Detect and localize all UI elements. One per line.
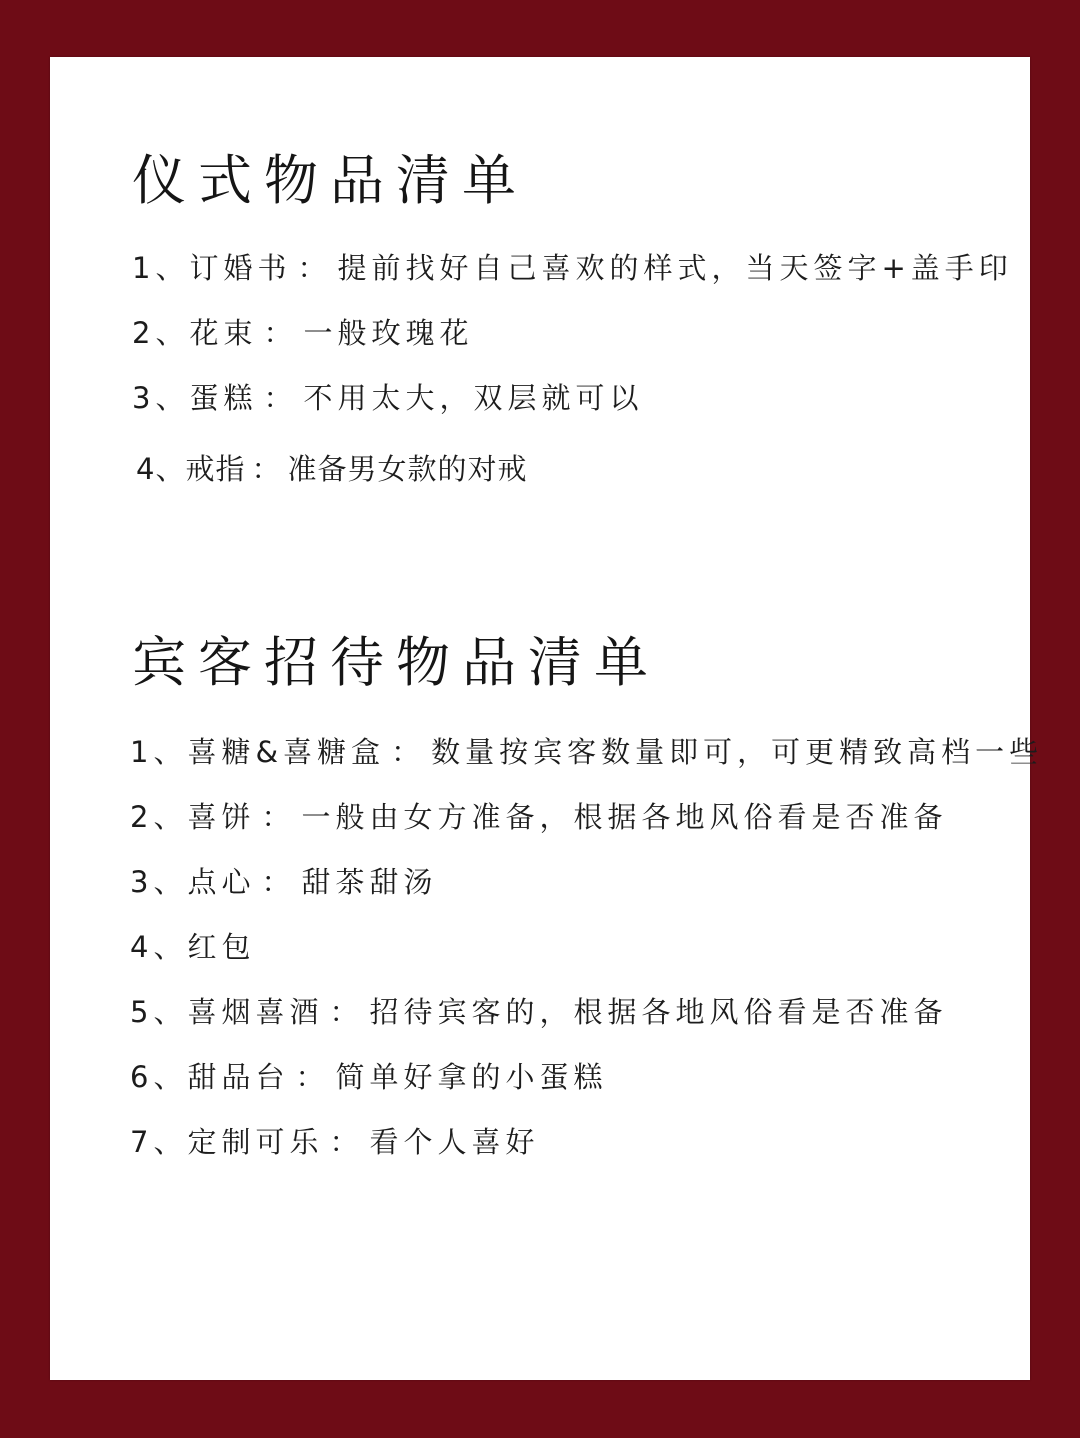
item-separator: 、: [155, 251, 190, 285]
item-separator: 、: [155, 381, 190, 415]
item-description: 不用太大，双层就可以: [303, 381, 644, 415]
item-term: 订婚书: [189, 251, 292, 285]
item-description: 招待宾客的，根据各地风俗看是否准备: [369, 995, 948, 1029]
item-term: 红包: [187, 930, 256, 964]
item-separator: 、: [153, 1125, 188, 1159]
item-separator: 、: [155, 316, 190, 350]
item-colon: ：: [391, 735, 426, 769]
item-colon: ：: [295, 1060, 330, 1094]
item-colon: ：: [297, 251, 332, 285]
item-number: 6: [130, 1060, 154, 1094]
item-number: 4: [130, 930, 154, 964]
item-term: 甜品台: [187, 1060, 290, 1094]
list-item: [136, 452, 528, 486]
item-number: 1: [132, 251, 156, 285]
item-number: 3: [130, 865, 154, 899]
list-item: [132, 381, 644, 415]
item-number: 5: [130, 995, 154, 1029]
item-number: 3: [132, 381, 156, 415]
item-separator: 、: [153, 930, 188, 964]
item-description: 看个人喜好: [369, 1125, 540, 1159]
item-number: 7: [130, 1125, 154, 1159]
item-colon: ：: [261, 800, 296, 834]
item-description: 准备男女款的对戒: [287, 452, 528, 486]
item-term: 喜饼: [187, 800, 256, 834]
item-term: 花束: [189, 316, 258, 350]
item-separator: 、: [153, 735, 188, 769]
item-description: 一般玫瑰花: [303, 316, 474, 350]
item-term: 蛋糕: [189, 381, 258, 415]
item-term: 定制可乐: [187, 1125, 324, 1159]
item-number: 4: [136, 452, 156, 486]
list-item: [130, 930, 256, 964]
list-item: [130, 995, 948, 1029]
item-colon: ：: [261, 865, 296, 899]
item-description: 简单好拿的小蛋糕: [335, 1060, 608, 1094]
item-separator: 、: [153, 800, 188, 834]
item-term: 喜糖&喜糖盒: [187, 735, 386, 769]
item-separator: 、: [153, 865, 188, 899]
list-item: [130, 800, 948, 834]
item-separator: 、: [155, 452, 186, 486]
item-description: 甜茶甜汤: [301, 865, 438, 899]
list-item: [130, 735, 1044, 769]
item-colon: ：: [263, 316, 298, 350]
document-card: [50, 57, 1044, 1380]
item-separator: 、: [153, 1060, 188, 1094]
item-term: 点心: [187, 865, 256, 899]
section-title-guest-items: 宾客招待物品清单: [132, 631, 660, 694]
list-item: [130, 1125, 540, 1159]
item-term: 喜烟喜酒: [187, 995, 324, 1029]
item-term: 戒指: [185, 452, 246, 486]
section-title-ceremony-items: 仪式物品清单: [132, 149, 528, 212]
item-number: 1: [130, 735, 154, 769]
item-description: 数量按宾客数量即可，可更精致高档一些: [431, 735, 1044, 769]
list-item: [130, 865, 438, 899]
list-item: [130, 1060, 608, 1094]
item-description: 一般由女方准备，根据各地风俗看是否准备: [301, 800, 948, 834]
item-description: 提前找好自己喜欢的样式，当天签字+盖手印: [337, 251, 1013, 285]
item-colon: ：: [329, 1125, 364, 1159]
list-item: [132, 251, 1013, 285]
list-item: [132, 316, 474, 350]
item-number: 2: [130, 800, 154, 834]
item-colon: ：: [329, 995, 364, 1029]
item-number: 2: [132, 316, 156, 350]
item-colon: ：: [263, 381, 298, 415]
item-separator: 、: [153, 995, 188, 1029]
item-colon: ：: [251, 452, 282, 486]
